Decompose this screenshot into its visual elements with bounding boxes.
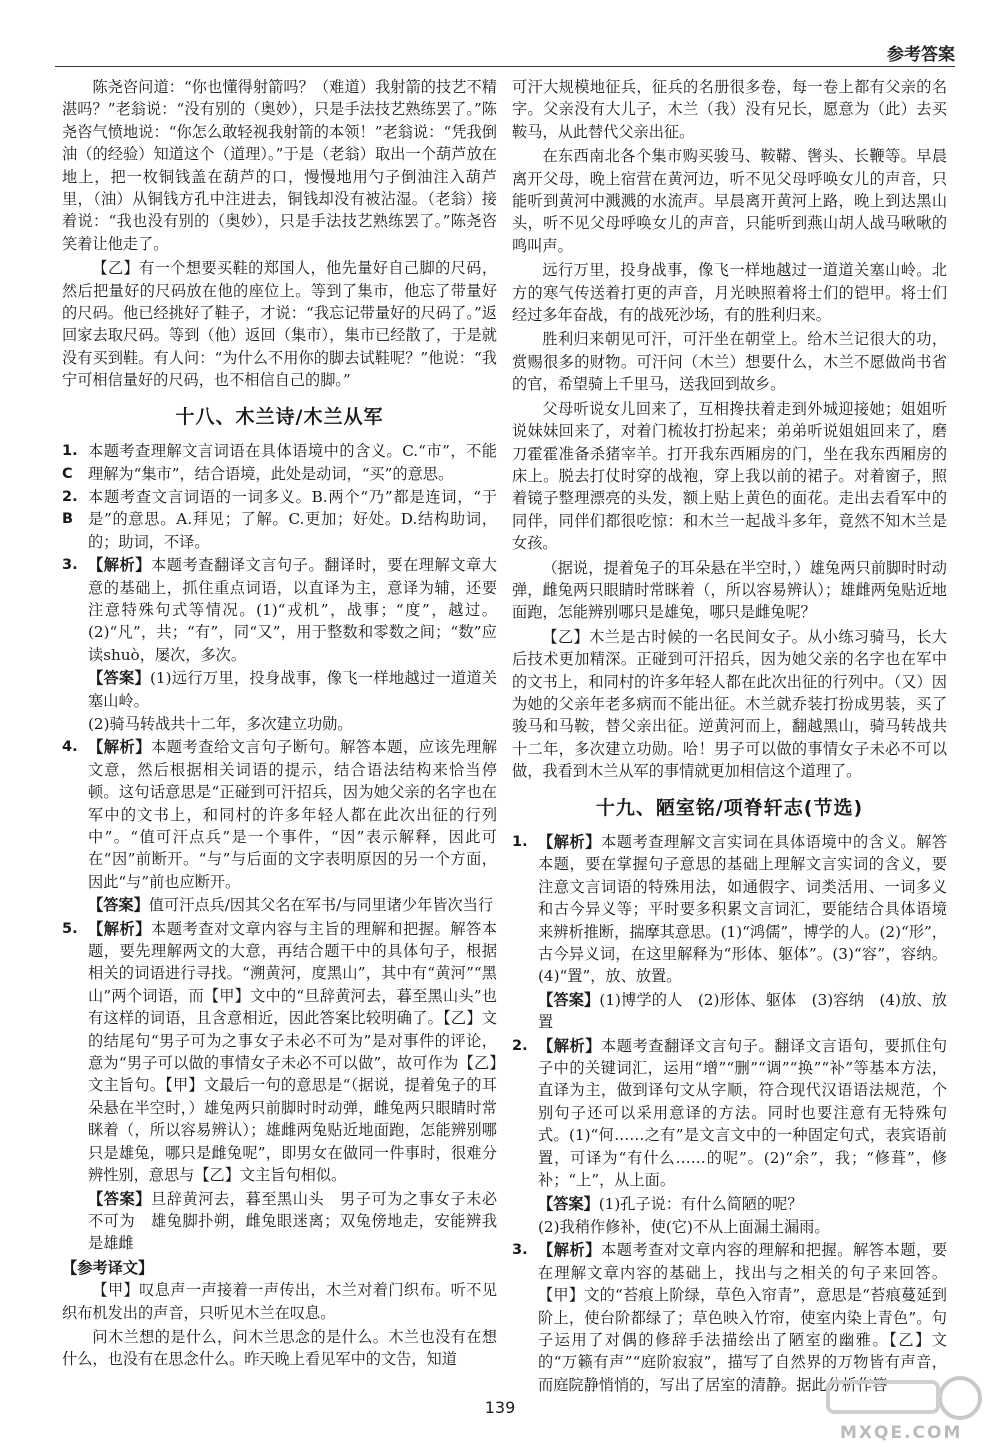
answer xyxy=(88,894,497,916)
question-number: 2. xyxy=(512,1037,528,1054)
answer-tag: 【答案】 xyxy=(88,896,149,915)
paragraph: 【甲】叹息声一声接着一声传出，木兰对着门织布。听不见织布机发出的声音，只听见木兰在叹息。 xyxy=(62,1281,497,1322)
analysis-tag: 【解析】 xyxy=(88,556,152,575)
paragraph: 父母听说女儿回来了，互相搀扶着走到外城迎接她；姐姐听说妹妹回来了，对着门梳妆打扮起来；弟弟听说姐姐回来了，磨刀霍霍准备杀猪宰羊。打开我东西厢房的门，坐在我东西厢房的床上。脱去打仗时穿的战袍，穿上我以前的裙子。对着窗子，照着镜子整理漂亮的头发，额上贴上黄色的面花。走出去看军中的同伴，同伴们都很吃惊：和木兰一起战斗多年，竟然不知木兰是女孩。 xyxy=(512,399,947,553)
analysis-tag: 【解析】 xyxy=(538,1241,602,1260)
analysis-text: 本题考查对文章内容的理解和把握。解答本题，要在理解文章内容的基础上，找出与之相关的句子来回答。【甲】文的“苔痕上阶绿，草色入帘青”，意思是“苔痕蔓延到阶上，使台阶都绿了；草色映入竹帘，使室内染上青色”。句子运用了对偶的修辞手法描绘出了陋室的幽雅。【乙】文的“万籁有声”“庭阶寂寂”，描写了自然界的万物皆有声音，而庭院静悄悄的，写出了居室的清静。据此分析作答 xyxy=(538,1241,948,1394)
analysis-text: 本题考查给文言句子断句。解答本题，应该先理解文意，然后根据相关词语的提示，结合语法结构来恰当停顿。这句话意思是“正碰到可汗招兵，因为她父亲的名字也在军中的文书上，和同村的许多年轻人都在此次出征的行列中”。“值可汗点兵”是一个事件，“因”表示解释，因此可在“因”前断开。“与”与后面的文字表明原因的另一个方面，因此“与”前也应断开。 xyxy=(88,738,498,891)
paragraph: 可汗大规模地征兵，征兵的名册很多卷，每一卷上都有父亲的名字。父亲没有大儿子，木兰（我）没有兄长，愿意为（此）去买鞍马，从此替代父亲出征。 xyxy=(512,78,947,141)
question-1 xyxy=(62,440,497,485)
answer-text: 值可汗点兵/因其父名在军书/与同里诸少年皆次当行 xyxy=(148,896,494,915)
paragraph: 问木兰想的是什么，问木兰思念的是什么。木兰也没有在想什么，也没有在思念什么。昨天晚上看见军中的文告，知道 xyxy=(62,1327,497,1369)
question-text: 本题考查文言词语的一词多义。B.两个“乃”都是连词，“于是”的意思。A.拜见；了解。C.更加；好处。D.结构助词，的；助词，不译。 xyxy=(88,487,497,551)
question-number: 1. C xyxy=(62,443,78,482)
analysis-tag: 【解析】 xyxy=(538,833,602,851)
paragraph: 陈尧咨问道：“你也懂得射箭吗？（难道）我射箭的技艺不精湛吗？”老翁说：“没有别的（奥妙），只是手法技艺熟练罢了。”陈尧咨气愤地说：“你怎么敢轻视我射箭的本领！”老翁说：“凭我倒油（的经验）知道这个（道理）。”于是（老翁）取出一个葫芦放在地上，把一枚铜钱盖在葫芦的口，慢慢地用勺子倒油注入葫芦里，（油）从铜钱方孔中注进去，铜钱却没有被沾湿。（老翁）接着说：“我也没有别的（奥妙），只是手法技艺熟练罢了。”陈尧咨笑着让他走了。 xyxy=(62,78,497,253)
question-text: 本题考查理解文言词语在具体语境中的含义。C.“市”，不能理解为“集市”，结合语境，此处是动词，“买”的意思。 xyxy=(88,442,497,483)
page-number: 139 xyxy=(484,1398,516,1417)
question-number: 3. xyxy=(512,1242,528,1259)
answer-text: 旦辞黄河去，暮至黑山头 男子可为之事女子未必不可为 雄兔脚扑朔，雌兔眼迷离；双兔傍地走，安能辨我是雄雌 xyxy=(88,1189,498,1253)
right-column xyxy=(512,76,947,1397)
section-title: 十八、木兰诗/木兰从军 xyxy=(175,405,384,428)
answer-line: (2)骑马转战共十二年，多次建立功勋。 xyxy=(88,714,353,733)
analysis-tag: 【解析】 xyxy=(538,1036,602,1055)
question-3 xyxy=(62,554,497,666)
answer xyxy=(538,1193,947,1215)
answer-text: (1)博学的人 (2)形体、躯体 (3)容纳 (4)放、放置 xyxy=(538,990,947,1032)
answer-tag: 【答案】 xyxy=(538,990,600,1009)
paragraph: （据说，提着兔子的耳朵悬在半空时，）雄兔两只前脚时时动弹，雌兔两只眼睛时常眯着（，所以容易辨认）；雄雌两兔贴近地面跑，怎能辨别哪只是雄兔，哪只是雌兔呢？ xyxy=(512,558,947,622)
header-rule xyxy=(55,66,955,67)
watermark-text: MXQE.COM xyxy=(840,1423,963,1443)
question-number: 4. xyxy=(62,739,78,756)
answer xyxy=(88,667,497,712)
reference-translation-title: 【参考译文】 xyxy=(62,1258,154,1277)
paragraph: 【乙】有一个想要买鞋的郑国人，他先量好自己脚的尺码，然后把量好的尺码放在他的座位上。等到了集市，他忘了带量好的尺码。他已经挑好了鞋子，才说：“我忘记带量好的尺码了。”返回家去取尺码。等到（他）返回（集市），集市已经散了，于是就没有买到鞋。有人问：“为什么不用你的脚去试鞋呢？”他说：“我宁可相信量好的尺码，也不相信自己的脚。” xyxy=(62,259,497,390)
answer-line: (2)我稍作修补，使(它)不从上面漏土漏雨。 xyxy=(538,1217,830,1236)
analysis-text: 本题考查对文章内容与主旨的理解和把握。解答本题，要先理解两文的大意，再结合题干中的具体句子，根据相关的词语进行寻找。“溯黄河，度黑山”，其中有“黄河”“黑山”两个词语，而【甲】文中的“旦辞黄河去，暮至黑山头”也有这样的词语，且含意相近，因此答案比较明确了。【乙】文的结尾句“男子可为之事女子未必不可为”是对事件的评论，意为“男子可以做的事情女子未必不可以做”，故可作为【乙】文主旨句。【甲】文最后一句的意思是“（据说，提着兔子的耳朵悬在半空时，）雄兔两只前脚时时动弹，雌兔两只眼睛时常眯着（，所以容易辨认）；雄雌两兔贴近地面跑，怎能辨别哪只是雄兔，哪只是雌兔呢”，即男女在做同一件事时，很难分辨性别，意思与【乙】文主旨句相似。 xyxy=(88,919,498,1185)
analysis-text: 本题考查翻译文言句子。翻译时，要在理解文章大意的基础上，抓住重点词语，以直译为主，意译为辅，还要注意特殊句式等情况。(1)“戎机”，战事；“度”，越过。(2)“凡”，共；“有”，同“又”，用于整数和零数之间；“数”应读shuò，屡次，多次。 xyxy=(88,556,498,664)
paragraph: 远行万里，投身战事，像飞一样地越过一道道关塞山岭。北方的寒气传送着打更的声音，月光映照着将士们的铠甲。将士们经过多年奋战，有的战死沙场，有的胜利归来。 xyxy=(512,261,947,325)
analysis-tag: 【解析】 xyxy=(88,919,152,938)
question-number: 3. xyxy=(62,557,78,574)
section-title: 十九、陋室铭/项脊轩志(节选) xyxy=(595,796,864,819)
left-column xyxy=(62,76,497,1373)
answer-tag: 【答案】 xyxy=(538,1194,599,1213)
page-header: 参考答案 xyxy=(887,45,955,65)
answer xyxy=(538,989,947,1034)
question-number: 2. B xyxy=(62,488,78,528)
paragraph: 胜利归来朝见可汗，可汗坐在朝堂上。给木兰记很大的功，赏赐很多的财物。可汗问（木兰）想要什么，木兰不愿做尚书省的官，希望骑上千里马，送我回到故乡。 xyxy=(512,330,947,394)
paragraph: 【乙】木兰是古时候的一名民间女子。从小练习骑马，长大后技术更加精深。正碰到可汗招兵，因为她父亲的名字也在军中的文书上，和同村的许多年轻人都在此次出征的行列中。（又）因为她的父亲年老多病而不能出征。木兰就乔装打扮成男装，买了骏马和马鞍，替父亲出征。逆黄河而上，翻越黑山，骑马转战共十二年，多次建立功勋。哈！男子可以做的事情女子未必不可以做，我看到木兰从军的事情就更加相信这个道理了。 xyxy=(512,627,947,781)
answer-text: (1)远行万里，投身战事，像飞一样地越过一道道关塞山岭。 xyxy=(88,669,498,710)
answer-tag: 【答案】 xyxy=(88,1189,152,1208)
answer-tag: 【答案】 xyxy=(88,669,150,688)
question-1 xyxy=(512,831,947,988)
question-2 xyxy=(62,486,497,553)
question-4 xyxy=(62,736,497,893)
question-5 xyxy=(62,918,497,1187)
paragraph: 在东西南北各个集市购买骏马、鞍鞯、辔头、长鞭等。早晨离开父母，晚上宿营在黄河边，听不见父母呼唤女儿的声音，只能听到黄河中溅溅的水流声。早晨离开黄河上路，晚上到达黑山头，听不见父母呼唤女儿的声音，只能听到燕山胡人战马啾啾的鸣叫声。 xyxy=(512,147,947,255)
analysis-text: 本题考查理解文言实词在具体语境中的含义。解答本题，要在掌握句子意思的基础上理解文言实词的含义，要注意文言词语的特殊用法，如通假字、词类活用、一词多义和古今异义等；平时要多积累文言词汇，要能结合具体语境来辨析推断，揣摩其意思。(1)“鸿儒”，博学的人。(2)“形”，古今异义词，在这里解释为“形体、躯体”。(3)“容”，容纳。(4)“置”，放、放置。 xyxy=(538,833,948,986)
watermark-logo xyxy=(820,1370,990,1445)
answer xyxy=(88,1188,497,1255)
answer-text: (1)孔子说：有什么简陋的呢？ xyxy=(598,1194,803,1213)
analysis-tag: 【解析】 xyxy=(88,738,152,757)
analysis-text: 本题考查翻译文言句子。翻译文言语句，要抓住句子中的关键词汇，运用“增”“删”“调”“换”“补”等基本方法，直译为主，做到译句文从字顺，符合现代汉语语法规范，个别句子还可以采用意译的方法。同时也要注意有无特殊句式。(1)“何……之有”是文言文中的一种固定句式，表宾语前置，可译为“有什么……的呢”。(2)“余”，我；“修葺”，修补；“上”，从上面。 xyxy=(538,1036,948,1190)
question-2 xyxy=(512,1035,947,1192)
question-number: 1. xyxy=(512,834,528,850)
question-number: 5. xyxy=(62,920,78,937)
